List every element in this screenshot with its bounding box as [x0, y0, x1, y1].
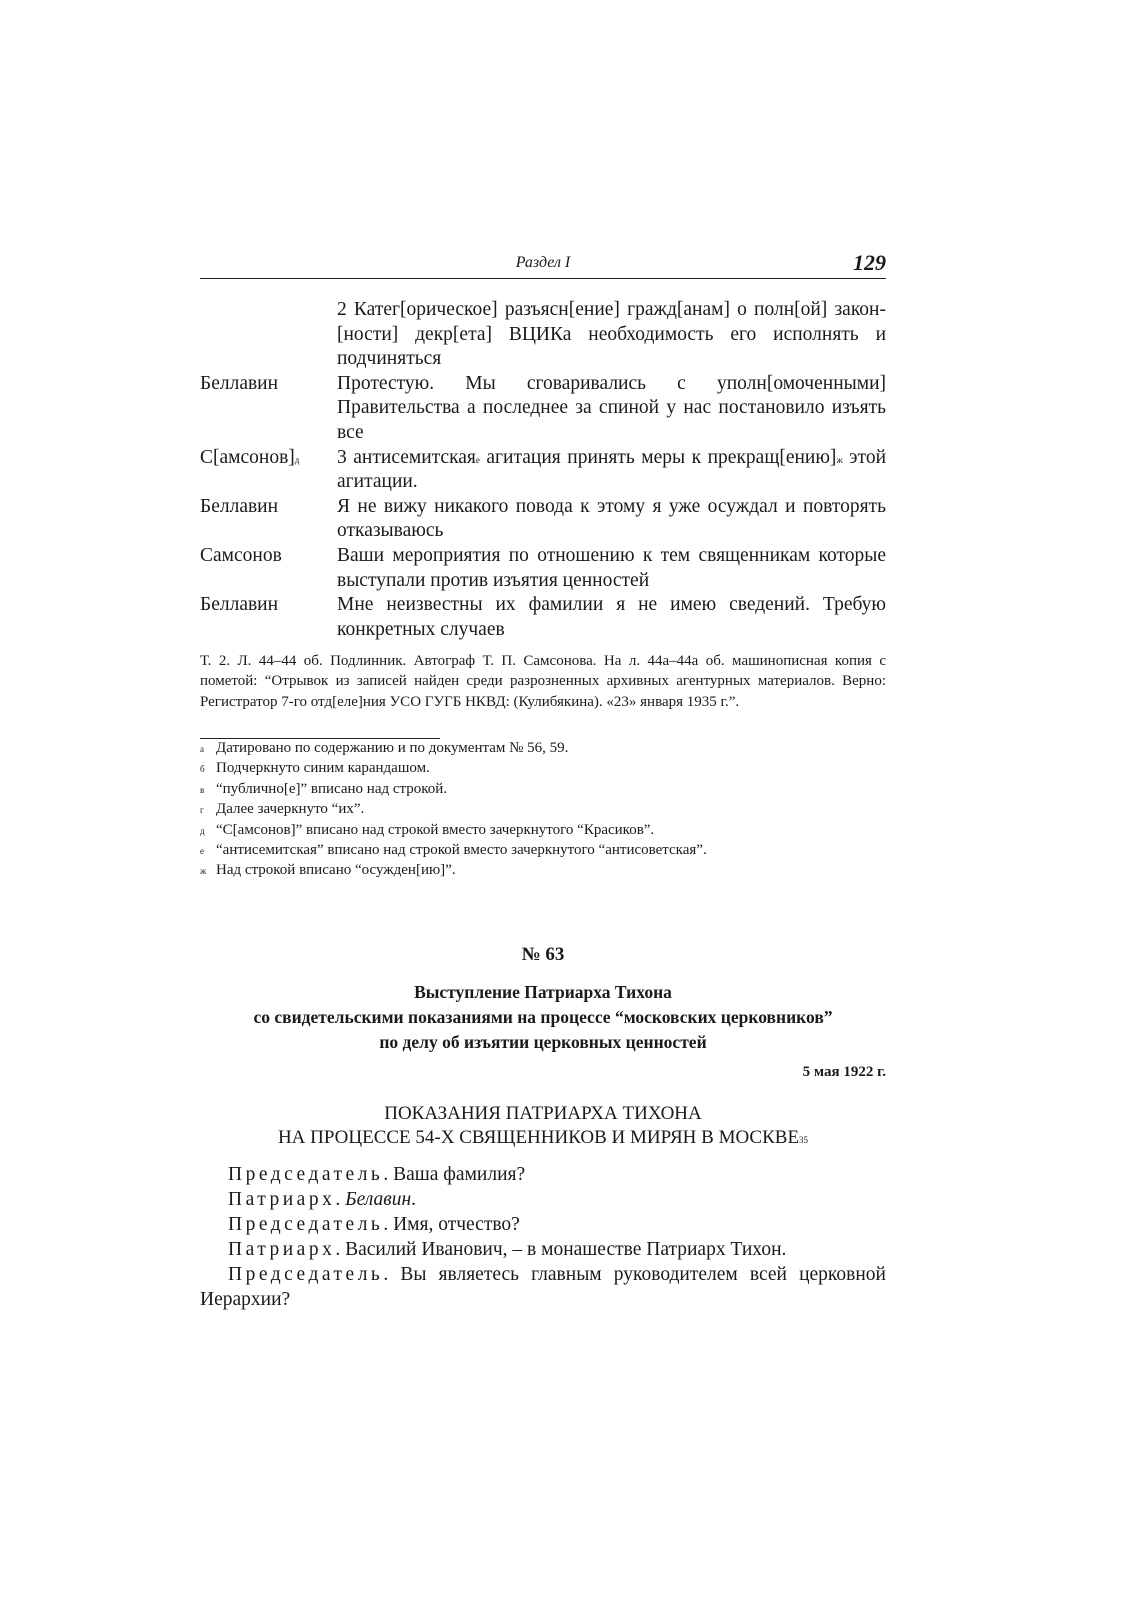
speaker: Беллавин [200, 372, 279, 394]
header-rule [200, 278, 886, 279]
utterance: Протестую. Мы сговаривались с уполн[омоченными] Правительства а последнее за спиной у нас постановило изъять все [337, 372, 886, 443]
utterance-text: этой агитации. [337, 446, 887, 493]
speech: . [411, 1189, 417, 1210]
footnote-text: “публично[е]” вписано над строкой. [216, 780, 448, 797]
utterance-text: агитация принять меры к прекращ[ению] [479, 446, 837, 468]
transcript-line [200, 1187, 886, 1212]
footnote-ref: е [475, 454, 480, 465]
speaker: Беллавин [200, 594, 279, 616]
document-date: 5 мая 1922 г. [802, 1064, 886, 1080]
dialogue-row [200, 495, 886, 544]
utterance: Я не вижу никакого повода к этому я уже осуждал и повторять отказываюсь [337, 495, 886, 542]
speaker: Председатель [228, 1214, 384, 1235]
trial-transcript [200, 1162, 886, 1312]
speaker: Патриарх [228, 1239, 336, 1260]
running-header [200, 250, 886, 278]
archival-note: Т. 2. Л. 44–44 об. Подлинник. Автограф Т. П. Самсонова. На л. 44а–44а об. машинописная копия с пометой: “Отрывок из записей найден среди разрозненных архивных агентурных материалов. Верно: Регистратор 7-го отд[еле]ния УСО ГУГБ НКВД: (Кулибякина). «23» января 1935 г.”. [200, 653, 886, 710]
speech-italic: Белавин [345, 1189, 412, 1210]
endnote-ref: 35 [799, 1135, 809, 1145]
speech: . Имя, отчество? [383, 1214, 520, 1235]
footnote [200, 860, 886, 880]
footnote [200, 820, 886, 840]
dialogue-row [200, 298, 886, 372]
footnote-mark: г [200, 805, 204, 816]
dialogue-row [200, 372, 886, 446]
footnote [200, 840, 886, 860]
document-title [200, 980, 886, 1055]
speaker [200, 446, 337, 495]
subtitle-line [200, 1126, 886, 1150]
title-line: со свидетельскими показаниями на процессе “московских церковников” [253, 1007, 833, 1027]
speech: . Василий Иванович, – в монашестве Патриарх Тихон. [335, 1239, 787, 1260]
subtitle-line: ПОКАЗАНИЯ ПАТРИАРХА ТИХОНА [384, 1103, 702, 1124]
dialogue-row [200, 544, 886, 593]
document-number: № 63 [521, 944, 565, 965]
subtitle-text: НА ПРОЦЕССЕ 54-Х СВЯЩЕННИКОВ И МИРЯН В МОСКВЕ [277, 1127, 800, 1148]
document-subtitle [200, 1102, 886, 1150]
footnote-text: Подчеркнуто синим карандашом. [216, 760, 430, 777]
footnote-mark: в [200, 784, 205, 795]
speaker: Патриарх [228, 1189, 336, 1210]
footnote-ref: д [294, 454, 300, 465]
protocol-dialogue [200, 298, 886, 642]
footnote-text: Датировано по содержанию и по документам № 56, 59. [216, 740, 569, 756]
title-line: Выступление Патриарха Тихона [414, 982, 672, 1002]
speech: . Вы являетесь главным руководителем всей церковной Иерархии? [200, 1264, 886, 1310]
speaker: Председатель [228, 1164, 384, 1185]
footnote-text: Далее зачеркнуто “их”. [216, 801, 365, 818]
utterance: 2 Катег[орическое] разъясн[ение] гражд[анам] о полн[ой] закон-[ности] декр[ета] ВЦИКа необходимость его исполнять и подчиняться [337, 299, 886, 370]
transcript-line [200, 1262, 886, 1312]
utterance: Мне неизвестны их фамилии я не имею сведений. Требую конкретных случаев [337, 594, 886, 640]
title-line: по делу об изъятии церковных ценностей [379, 1032, 707, 1052]
footnote [200, 758, 886, 778]
transcript-line [200, 1237, 886, 1262]
footnote-text: Над строкой вписано “осужден[ию]”. [216, 862, 456, 879]
footnote-mark: б [200, 764, 205, 775]
speaker: Беллавин [200, 495, 279, 517]
speech: . Ваша фамилия? [383, 1164, 526, 1185]
footnote [200, 738, 886, 758]
footnote [200, 799, 886, 819]
transcript-line [200, 1212, 886, 1237]
speaker [200, 298, 337, 372]
footnote-ref: ж [836, 454, 843, 465]
speech: . [335, 1189, 346, 1210]
section-title: Раздел I [515, 254, 571, 271]
dialogue-row [200, 593, 886, 642]
footnotes [200, 738, 886, 881]
page-number: 129 [853, 250, 886, 275]
speaker: Председатель [228, 1264, 384, 1285]
footnote-text: “антисемитская” вписано над строкой вместо зачеркнутого “антисоветская”. [216, 842, 707, 859]
utterance: Ваши мероприятия по отношению к тем священникам которые выступали против изъятия ценностей [337, 544, 886, 591]
footnote-mark: ж [200, 866, 207, 877]
speaker: Самсонов [200, 544, 282, 566]
footnote [200, 779, 886, 799]
dialogue-row [200, 446, 886, 495]
speaker-name: С[амсонов] [200, 446, 295, 468]
footnote-mark: е [200, 846, 204, 857]
footnote-mark: а [200, 744, 204, 754]
utterance-text: 3 антисемитская [337, 446, 476, 468]
footnote-mark: д [200, 825, 205, 836]
utterance [337, 446, 886, 495]
transcript-line [200, 1162, 886, 1187]
footnote-text: “С[амсонов]” вписано над строкой вместо зачеркнутого “Красиков”. [216, 821, 655, 838]
